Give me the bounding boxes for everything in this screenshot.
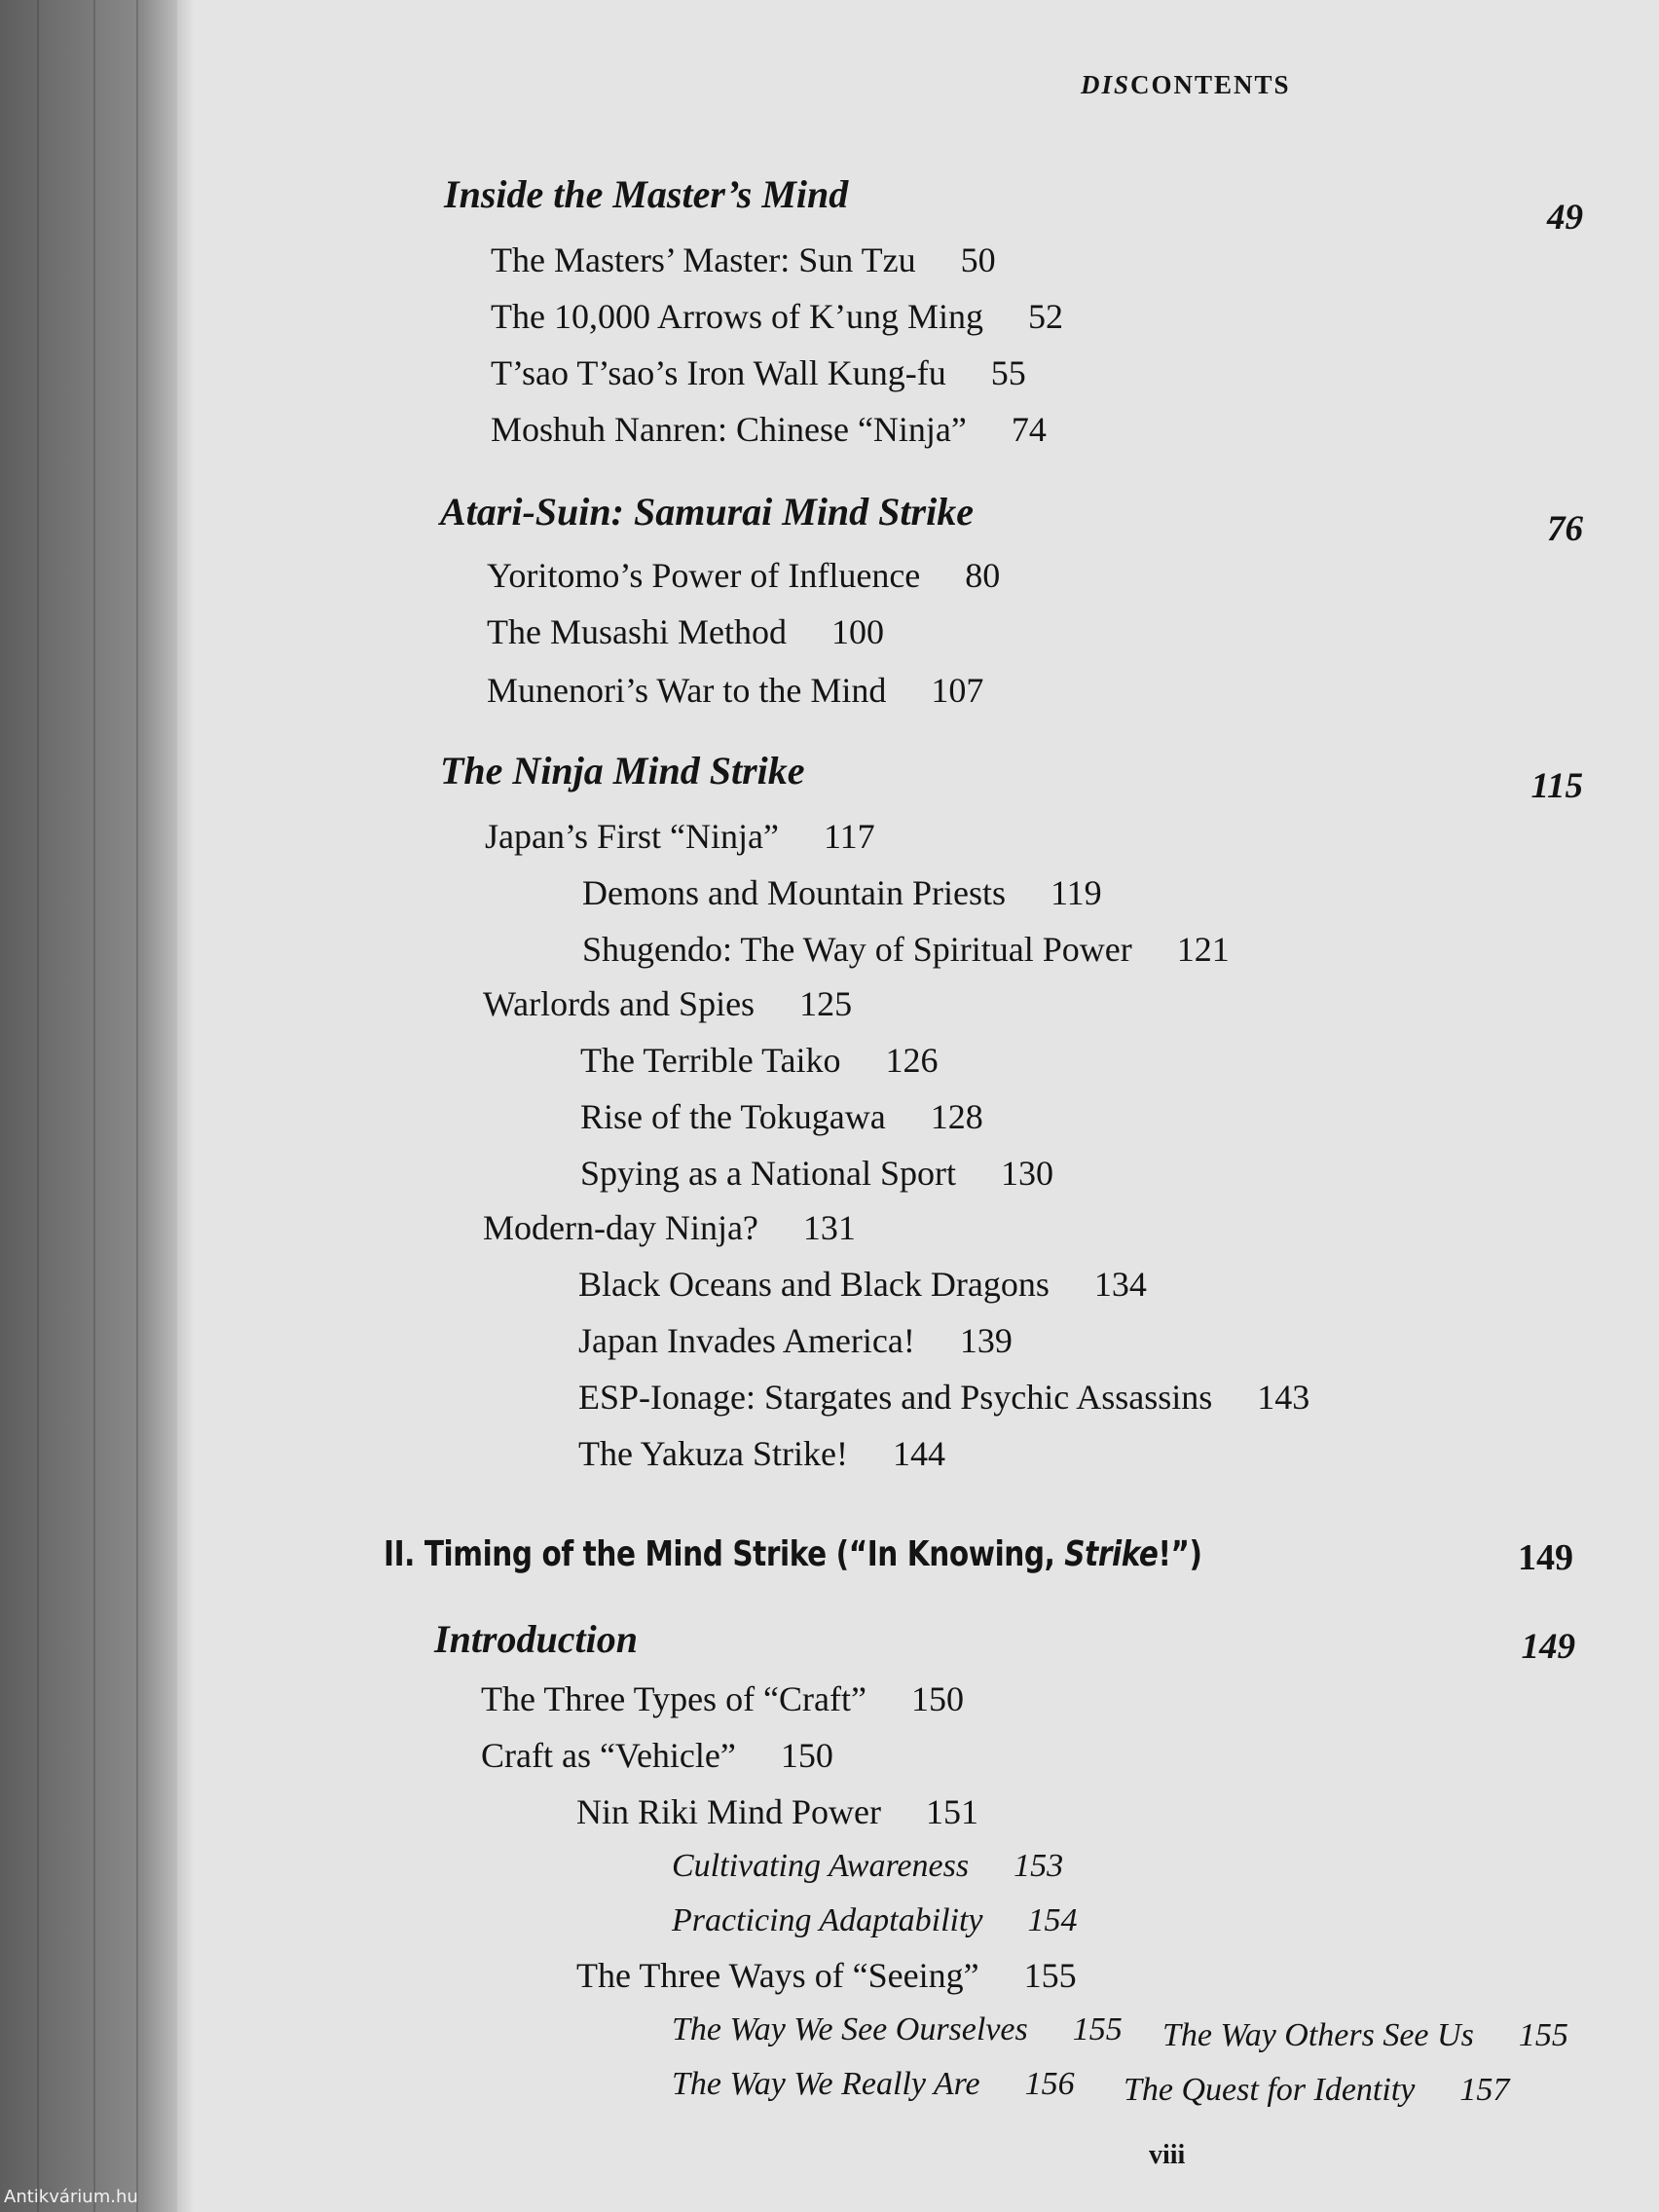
toc-subsubentry: Cultivating Awareness 153 — [672, 1848, 1064, 1884]
toc-subentry: Nin Riki Mind Power 151 — [576, 1792, 979, 1831]
toc-subentry: Spying as a National Sport 130 — [580, 1154, 1053, 1193]
toc-entry: T’sao T’sao’s Iron Wall Kung-fu 55 — [491, 353, 1026, 392]
toc-subentry: The Three Ways of “Seeing” 155 — [576, 1956, 1077, 1995]
toc-subentry: ESP-Ionage: Stargates and Psychic Assassins 143 — [578, 1378, 1310, 1417]
section-title: Atari-Suin: Samurai Mind Strike — [440, 490, 974, 534]
page-edge — [177, 0, 193, 2212]
section-title: Inside the Master’s Mind — [444, 172, 849, 216]
toc-subentry: Rise of the Tokugawa 128 — [580, 1097, 983, 1136]
toc-subentry: Shugendo: The Way of Spiritual Power 121 — [582, 930, 1230, 969]
toc-entry: Yoritomo’s Power of Influence 80 — [487, 556, 1001, 595]
toc-subentry: Japan Invades America! 139 — [578, 1321, 1013, 1360]
toc-entry: Modern-day Ninja? 131 — [483, 1208, 856, 1247]
toc-entry: The 10,000 Arrows of K’ung Ming 52 — [491, 297, 1063, 336]
toc-entry: Munenori’s War to the Mind 107 — [487, 671, 984, 710]
toc-subsubentry: Practicing Adaptability 154 — [672, 1902, 1078, 1938]
toc-subsubentry: The Way We See Ourselves 155 — [672, 2011, 1123, 2047]
toc-subentry: Black Oceans and Black Dragons 134 — [578, 1265, 1147, 1304]
page-number: viii — [1149, 2140, 1186, 2170]
toc-subentry: Demons and Mountain Priests 119 — [582, 873, 1102, 912]
section-page: 76 — [1547, 509, 1583, 549]
toc-subsubentry: The Way Others See Us 155 — [1162, 2017, 1568, 2053]
section-page: 49 — [1547, 198, 1583, 238]
toc-subsubentry: The Way We Really Are 156 — [672, 2066, 1075, 2102]
section-title: Introduction — [434, 1617, 638, 1661]
section-page: 115 — [1530, 766, 1583, 806]
toc-entry: Japan’s First “Ninja” 117 — [485, 817, 875, 856]
toc-entry: Craft as “Vehicle” 150 — [481, 1736, 833, 1775]
watermark: Antikvárium.hu — [4, 2187, 138, 2207]
toc-subsubentry: The Quest for Identity 157 — [1124, 2072, 1510, 2108]
toc-entry: Warlords and Spies 125 — [483, 984, 853, 1023]
spine-texture — [37, 0, 39, 2212]
spine-texture — [136, 0, 138, 2212]
toc-entry: The Musashi Method 100 — [487, 612, 884, 651]
toc-subentry: The Terrible Taiko 126 — [580, 1041, 939, 1080]
part-page: 149 — [1518, 1537, 1573, 1578]
part-title: II. Timing of the Mind Strike (“In Knowing, Strike!”) — [384, 1534, 1202, 1574]
spine-texture — [93, 0, 95, 2212]
book-page — [193, 0, 1659, 2212]
section-title: The Ninja Mind Strike — [440, 749, 805, 793]
running-head: DISCONTENTS — [1081, 70, 1291, 99]
toc-entry: The Masters’ Master: Sun Tzu 50 — [491, 240, 996, 279]
toc-entry: The Three Types of “Craft” 150 — [481, 1679, 964, 1718]
toc-entry: Moshuh Nanren: Chinese “Ninja” 74 — [491, 410, 1047, 449]
toc-subentry: The Yakuza Strike! 144 — [578, 1434, 945, 1473]
book-spine — [0, 0, 177, 2212]
section-page: 149 — [1521, 1627, 1575, 1667]
